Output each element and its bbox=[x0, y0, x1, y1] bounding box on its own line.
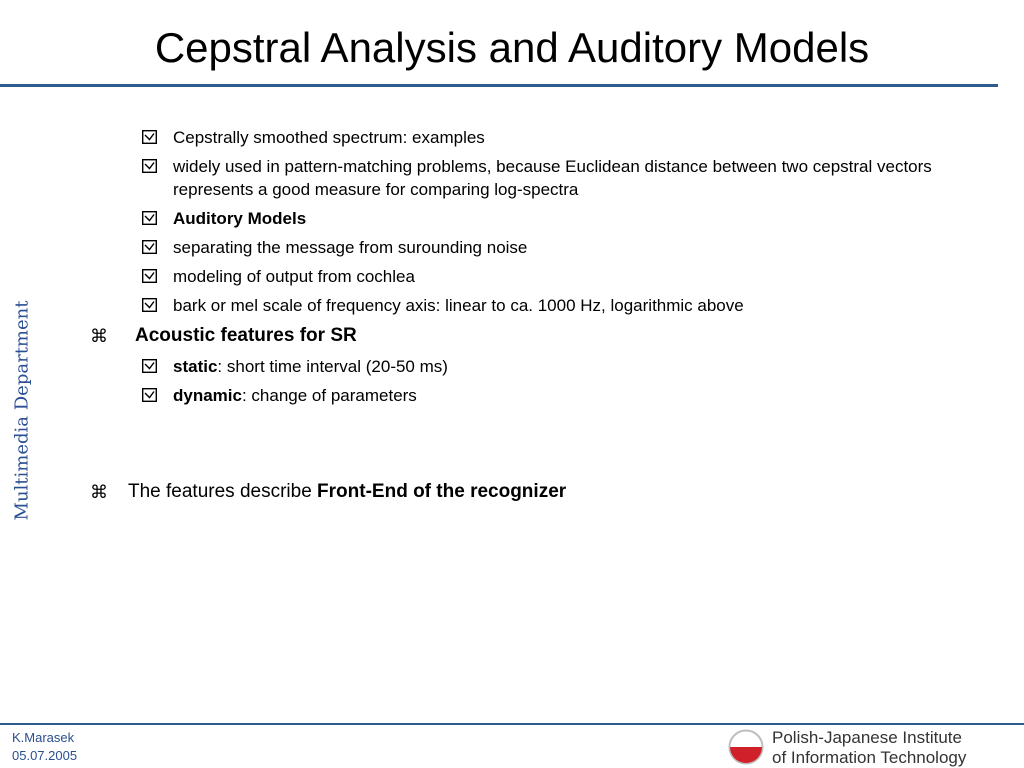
checkbox-icon bbox=[142, 211, 157, 225]
checkbox-icon bbox=[142, 269, 157, 283]
checkbox-icon bbox=[142, 240, 157, 254]
footer-author-block bbox=[12, 729, 77, 765]
bottom-divider bbox=[0, 723, 1024, 725]
side-label-text: Multimedia Department bbox=[11, 300, 33, 520]
footer-institute-line1: Polish-Japanese Institute bbox=[772, 728, 962, 747]
footer-institute-line2: of Information Technology bbox=[772, 748, 967, 767]
checkbox-icon bbox=[142, 159, 157, 173]
footer-institute bbox=[772, 728, 966, 768]
frontend-row bbox=[90, 479, 566, 505]
bullet-item bbox=[142, 265, 932, 288]
bullet-bold-text: static bbox=[173, 357, 218, 376]
bullet-rest-text: : short time interval (20-50 ms) bbox=[217, 357, 448, 376]
checkbox-icon bbox=[142, 298, 157, 312]
bullet-text: widely used in pattern-matching problems, because Euclidean distance between two cepstral vectors represents a good measure for comparing log-spectra bbox=[173, 157, 932, 199]
frontend-bold: Front-End of the recognizer bbox=[317, 481, 567, 502]
bullet-item bbox=[142, 236, 932, 259]
command-icon: ⌘ bbox=[90, 326, 108, 346]
bullet-item bbox=[142, 384, 932, 407]
checkbox-icon bbox=[142, 388, 157, 402]
bullet-item bbox=[142, 126, 932, 149]
bullet-item bbox=[142, 355, 932, 378]
bullet-rest-text: : change of parameters bbox=[241, 386, 417, 405]
slide-title: Cepstral Analysis and Auditory Models bbox=[154, 24, 870, 71]
acoustic-heading-row bbox=[90, 323, 357, 349]
bullet-text: separating the message from surounding noise bbox=[173, 238, 528, 257]
bullet-text bbox=[173, 207, 932, 230]
bullet-item bbox=[142, 294, 932, 317]
footer-date: 05.07.2005 bbox=[12, 748, 78, 763]
footer-author: K.Marasek bbox=[12, 730, 75, 745]
checkbox-icon bbox=[142, 359, 157, 373]
checkbox-icon bbox=[142, 130, 157, 144]
bullet-text bbox=[173, 355, 932, 378]
frontend-text bbox=[128, 481, 566, 502]
bullet-item bbox=[142, 207, 932, 230]
bullet-text: Cepstrally smoothed spectrum: examples bbox=[173, 128, 485, 147]
acoustic-heading: Acoustic features for SR bbox=[135, 325, 357, 346]
bullet-text: modeling of output from cochlea bbox=[173, 267, 415, 286]
bullet-bold-text: Auditory Models bbox=[173, 209, 307, 228]
institute-logo-icon bbox=[728, 729, 764, 765]
bullet-bold-text: dynamic bbox=[173, 386, 242, 405]
bullet-item bbox=[142, 155, 932, 201]
bullet-text: bark or mel scale of frequency axis: linear to ca. 1000 Hz, logarithmic above bbox=[173, 296, 744, 315]
bullet-text bbox=[173, 384, 932, 407]
command-icon: ⌘ bbox=[90, 482, 108, 502]
frontend-prefix: The features describe bbox=[128, 481, 318, 502]
